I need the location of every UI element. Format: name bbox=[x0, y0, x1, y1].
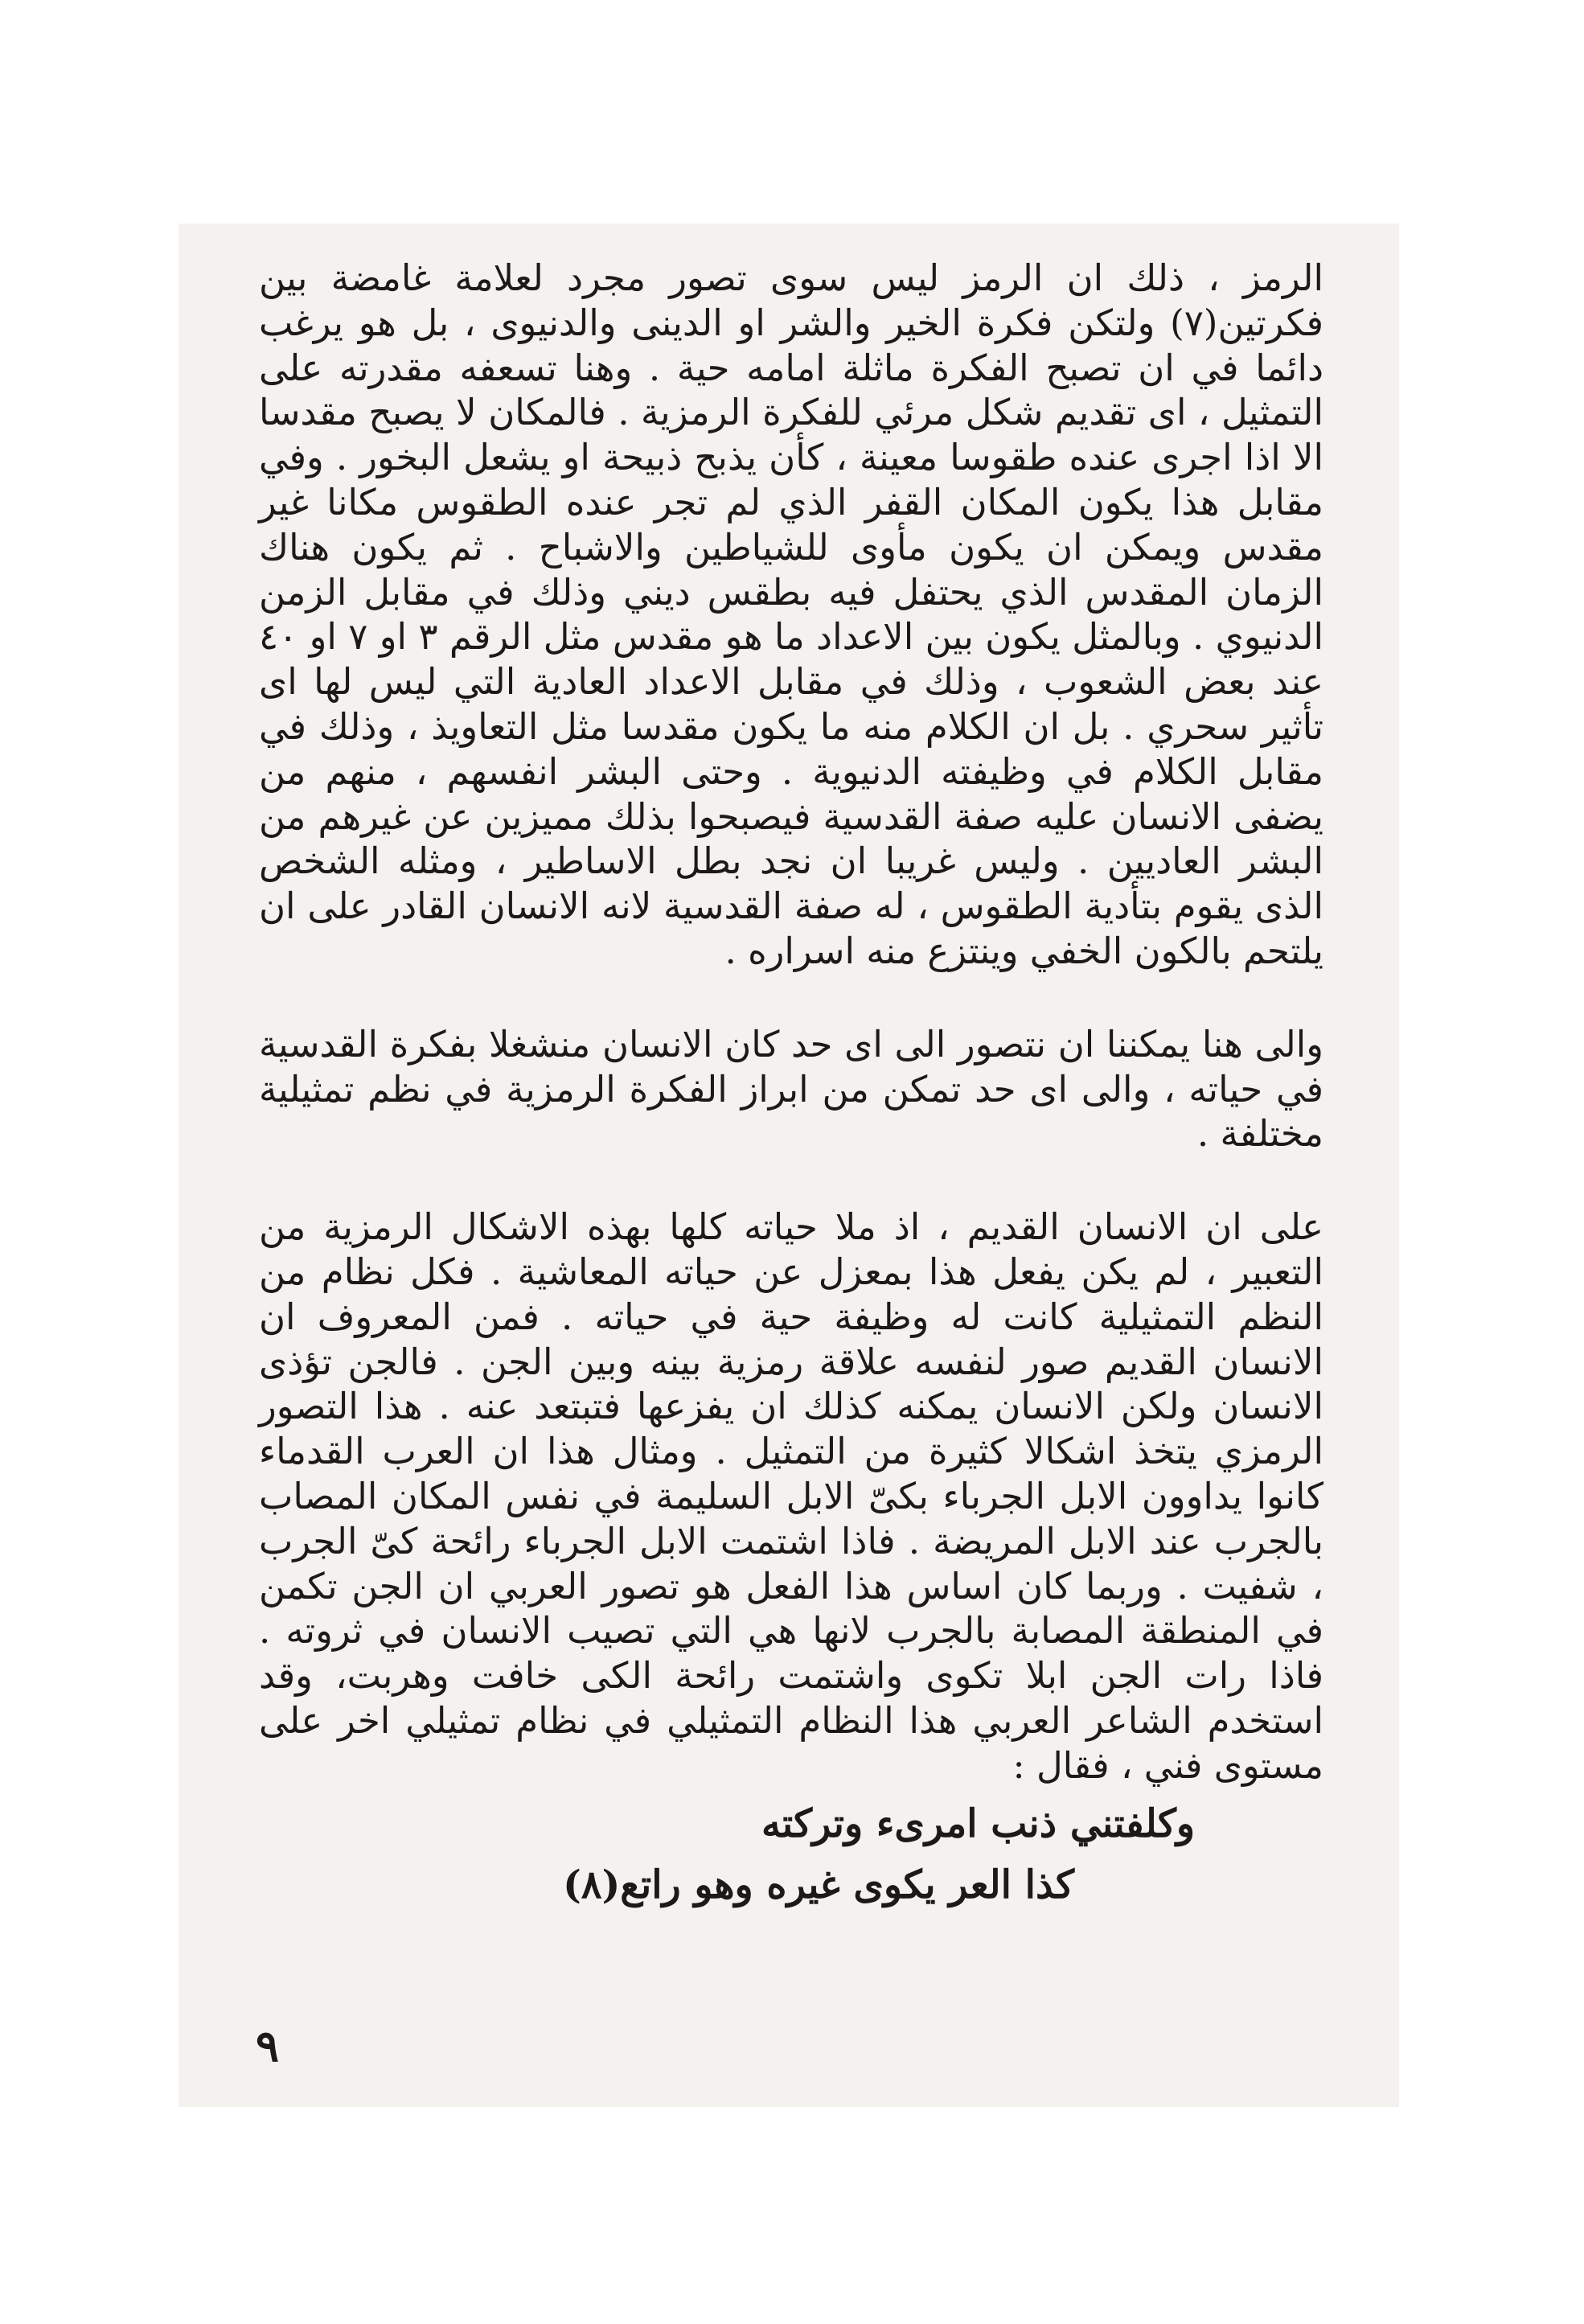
poem-verse-second-hemistich: كذا العر يكوى غيره وهو راتع(٨) bbox=[563, 1862, 1074, 1907]
paragraph-ancient-man-jinn: على ان الانسان القديم ، اذ ملا حياته كلها بهذه الاشكال الرمزية من التعبير ، لم يكن يفعل هذا بمعزل عن حياته المعاشية . فكل نظام من النظم التمثيلية كانت له وظيفة حية في حياته . فمن المعروف ان الانسان القديم صور لنفسه علاقة رمزية بينه وبين الجن . فالجن تؤذى الانسان ولكن الانسان يمكنه كذلك ان يفزعها فتبتعد عنه . هذا التصور الرمزي يتخذ اشكالا كثيرة من التمثيل . ومثال هذا ان العرب القدماء كانوا يداوون الابل الجرباء بكىّ الابل السليمة في نفس المكان المصاب بالجرب عند الابل المريضة . فاذا اشتمت الابل الجرباء رائحة كىّ الجرب ، شفيت . وربما كان اساس هذا الفعل هو تصور العربي ان الجن تكمن في المنطقة المصابة بالجرب لانها هي التي تصيب الانسان في ثروته . فاذا رات الجن ابلا تكوى واشتمت رائحة الكى خافت وهربت، وقد استخدم الشاعر العربي هذا النظام التمثيلي في نظام تمثيلي اخر على مستوى فني ، فقال : bbox=[259, 1205, 1323, 1787]
paragraph-sacredness-life: والى هنا يمكننا ان نتصور الى اى حد كان الانسان منشغلا بفكرة القدسية في حياته ، والى اى حد تمكن من ابراز الفكرة الرمزية في نظم تمثيلية مختلفة . bbox=[259, 1022, 1323, 1156]
paragraph-symbol-sacred: الرمز ، ذلك ان الرمز ليس سوى تصور مجرد لعلامة غامضة بين فكرتين(٧) ولتكن فكرة الخير والشر او الدينى والدنيوى ، بل هو يرغب دائما في ان تصبح الفكرة ماثلة امامه حية . وهنا تسعفه مقدرته على التمثيل ، اى تقديم شكل مرئي للفكرة الرمزية . فالمكان لا يصبح مقدسا الا اذا اجرى عنده طقوسا معينة ، كأن يذبح ذبيحة او يشعل البخور . وفي مقابل هذا يكون المكان القفر الذي لم تجر عنده الطقوس مكانا غير مقدس ويمكن ان يكون مأوى للشياطين والاشباح . ثم يكون هناك الزمان المقدس الذي يحتفل فيه بطقس ديني وذلك في مقابل الزمن الدنيوي . وبالمثل يكون بين الاعداد ما هو مقدس مثل الرقم ٣ او ٧ او ٤٠ عند بعض الشعوب ، وذلك في مقابل الاعداد العادية التي ليس لها اى تأثير سحري . بل ان الكلام منه ما يكون مقدسا مثل التعاويذ ، وذلك في مقابل الكلام في وظيفته الدنيوية . وحتى البشر انفسهم ، منهم من يضفى الانسان عليه صفة القدسية فيصبحوا بذلك مميزين عن غيرهم من البشر العاديين . وليس غريبا ان نجد بطل الاساطير ، ومثله الشخص الذى يقوم بتأدية الطقوس ، له صفة القدسية لانه الانسان القادر على ان يلتحم بالكون الخفي وينتزع منه اسراره . bbox=[259, 257, 1324, 972]
page-body-text bbox=[259, 256, 1323, 1911]
page-number: ٩ bbox=[256, 2020, 280, 2071]
poem-verse-first-hemistich: وكلفتني ذنب امرىء وتركته bbox=[761, 1800, 1195, 1846]
